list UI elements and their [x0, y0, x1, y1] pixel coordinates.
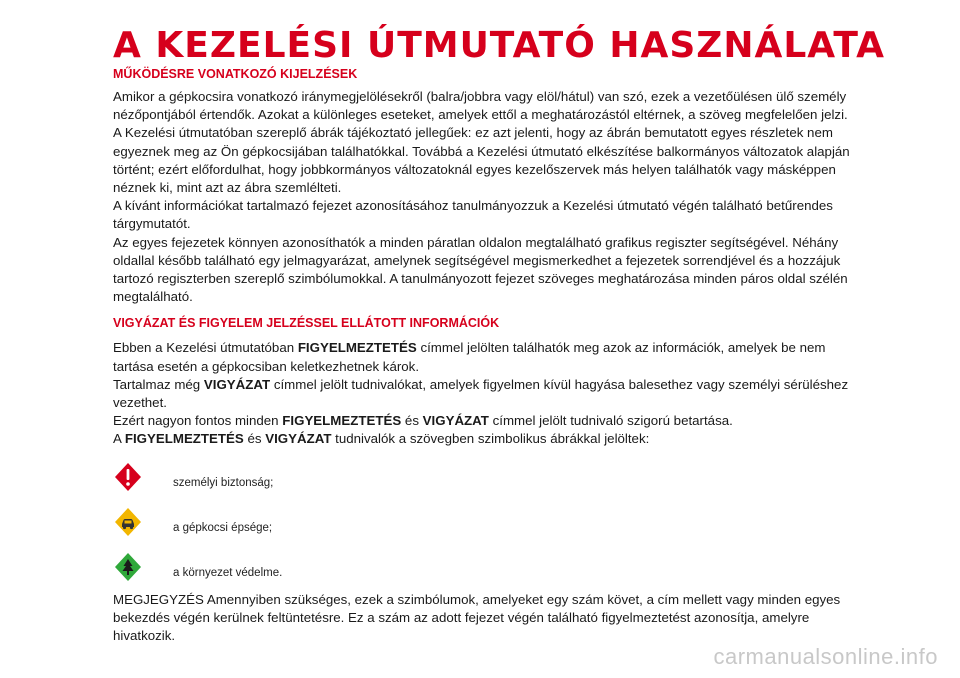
text-line: bekezdés végén kerülnek feltüntetésre. Ez a szám az adott fejezet végén található figyelmeztetést azonosítja, amelyre [113, 609, 810, 625]
keyword-vigyazat: VIGYÁZAT [422, 413, 489, 429]
text-line: A Kezelési útmutatóban szereplő ábrák tájékoztató jellegűek: ez azt jelenti, hogy az ábrán bemutatott egyes részletek nem [113, 125, 833, 141]
car-safety-icon [113, 507, 143, 537]
symbol-label: a gépkocsi épsége; [173, 521, 273, 534]
keyword-vigyazat: VIGYÁZAT [203, 376, 271, 392]
personal-safety-icon [113, 462, 143, 492]
text-line: Amikor a gépkocsira vonatkozó iránymegjelölésekről (balra/jobbra vagy elöl/hátul) van szó, ezek a vezetőülésen ülő személy [113, 89, 847, 104]
text-line: Az egyes fejezetek könnyen azonosíthatók a minden páratlan oldalon megtalálható grafikus regiszter segítségével. Néhány [113, 234, 839, 250]
section-heading-operation: MŰKÖDÉSRE VONATKOZÓ KIJELZÉSEK [113, 67, 358, 81]
text-line: tárgymutatót. [113, 216, 191, 232]
text-line: Tartalmaz még VIGYÁZAT címmel jelölt tudnivalókat, amelyek figyelmen kívül hagyása balesethez vagy személyi sérüléshez [113, 376, 849, 392]
symbol-label: személyi biztonság; [173, 476, 274, 489]
symbol-row-car-safety [113, 502, 885, 542]
text-line: egyeznek meg az Ön gépkocsijában találhatókkal. Továbbá a Kezelési útmutató elkészítése balkormányos változatok alapján [113, 143, 850, 159]
manual-page [113, 26, 885, 645]
text-line: tartása esetén a gépkocsiban keletkezhetnek károk. [113, 358, 420, 374]
symbol-label: a környezet védelme. [173, 566, 283, 579]
text-line: vezethet. [113, 395, 167, 411]
keyword-figyelmeztetes: FIGYELMEZTETÉS [124, 431, 244, 447]
text-line: tartozó regiszterben szereplő szimbólumokkal. A tanulmányozott fejezet szöveges meghatározása minden páros oldal szélén [113, 271, 848, 287]
watermark: carmanualsonline.info [713, 644, 938, 669]
text-line: hivatkozik. [113, 628, 176, 644]
environment-icon [113, 552, 143, 582]
text-line: Ebben a Kezelési útmutatóban FIGYELMEZTETÉS címmel jelölten találhatók meg azok az információk, amelyek be nem [113, 340, 826, 356]
keyword-figyelmeztetes: FIGYELMEZTETÉS [297, 340, 417, 356]
operation-text [113, 88, 885, 306]
warnings-text [113, 339, 885, 448]
text-line: történt; ezért előfordulhat, hogy jobbkormányos változatoknál egyes kezelőszervek más helyen találhatók vagy másképpen [113, 161, 836, 177]
text-line: megtalálható. [113, 289, 193, 305]
symbol-row-environment [113, 547, 885, 587]
text-line: A kívánt információkat tartalmazó fejezet azonosításához tanulmányozzuk a Kezelési útmutató végén található betűrendes [113, 198, 833, 214]
symbol-row-personal-safety [113, 457, 885, 497]
text-line: nézőpontjából értendők. Azokat a különleges eseteket, amelyek ettől a meghatározástól eltérnek, a szöveg megfelelően jelzi. [113, 107, 848, 123]
text-line: MEGJEGYZÉS Amennyiben szükséges, ezek a szimbólumok, amelyeket egy szám követ, a cím mellett vagy minden egyes [113, 591, 841, 607]
text-line: néznek ki, mint azt az ábra szemlélteti. [113, 180, 342, 196]
symbol-legend [113, 457, 885, 587]
text-line: A FIGYELMEZTETÉS és VIGYÁZAT tudnivalók a szövegben szimbolikus ábrákkal jelöltek: [113, 431, 650, 447]
text-line: oldallal később található egy jelmagyarázat, amelynek segítségével megismerkedhet a fejezetek sorrendjével és a hozzájuk [113, 252, 841, 268]
page-title: A KEZELÉSI ÚTMUTATÓ HASZNÁLATA [113, 25, 885, 66]
section-heading-warnings: VIGYÁZAT ÉS FIGYELEM JELZÉSSEL ELLÁTOTT INFORMÁCIÓK [113, 316, 500, 331]
keyword-vigyazat: VIGYÁZAT [265, 431, 332, 447]
text-line: Ezért nagyon fontos minden FIGYELMEZTETÉS és VIGYÁZAT címmel jelölt tudnivaló szigorú betartása. [113, 413, 733, 429]
note-text [113, 591, 885, 646]
keyword-figyelmeztetes: FIGYELMEZTETÉS [282, 413, 402, 429]
